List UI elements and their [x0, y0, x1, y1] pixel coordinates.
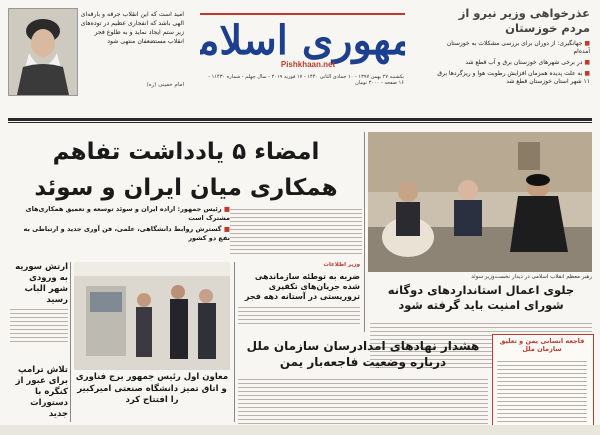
page-footer	[0, 425, 600, 435]
masthead-info: یکشنبه ۲۷ بهمن ۱۳۹۷ - ۱۰ جمادی الثانی ۱۴۴۰ - ۱۷ فوریه ۲۰۱۹ - سال چهلم - شماره ۱۱۴۳۰ - ۱۶ صفحه - ۳۰۰۰ تومان	[208, 74, 404, 86]
column-divider	[234, 262, 235, 422]
divider-rule	[8, 118, 592, 121]
list-item: ■ در برخی شهرهای خوزستان برق و آب قطع شد	[465, 59, 590, 66]
divider-rule	[8, 122, 592, 123]
top-right-headline: عذرخواهی وزیر نیرو از مردم خوزستان	[458, 6, 590, 35]
portrait-image	[8, 8, 78, 96]
ad-title: فاجعه انسانی یمن و تعلیق سازمان ملل	[499, 337, 585, 353]
side-kicker: وزیر اطلاعات	[323, 262, 360, 268]
story-body-lines	[10, 306, 68, 344]
story-body-lines	[238, 376, 488, 431]
small-story-headline: تلاش ترامپ برای عبور از کنگره با دستورات جدید	[15, 365, 68, 419]
story-body-lines	[238, 304, 360, 326]
column-divider	[70, 262, 71, 422]
main-headline: امضاء ۵ یادداشت تفاهم همکاری میان ایران و سوئد	[34, 139, 338, 201]
main-photo-caption: رهبر معظم انقلاب اسلامی در دیدار نخست‌وزیر سوئد	[471, 274, 592, 280]
small-story-headline: ارتش سوریه به ورودی شهر الباب رسید	[15, 262, 68, 305]
quote-signature: امام خمینی (ره)	[146, 82, 184, 88]
story-body-lines	[230, 206, 362, 254]
top-right-list	[430, 40, 590, 89]
list-item: ■ جهانگیری: از دوران برای بررسی مشکلات به خوزستان آمده‌ام	[446, 40, 590, 55]
side-column	[238, 262, 360, 326]
masthead-title: مهوری اسلام	[200, 17, 405, 64]
list-item: ■ به علت پدیده همزمان افزایش رطوبت هوا و ریزگردها برق ۱۱ شهر استان خوزستان قطع شد	[437, 70, 590, 85]
column-divider	[364, 132, 365, 332]
lab-photo	[74, 262, 230, 370]
quote-text: امید است که این انقلاب جرقه و بارقه‌ای الهی باشد که انفجاری عظیم در توده‌های زیر ستم ایجاد نماید و به طلوع فجر انقلاب مستضعفان منتهی شود	[80, 11, 184, 45]
left-column-list	[10, 205, 230, 245]
side-headline: ضربه به توطئه سازماندهی شده جریان‌های تکفیری تروریستی در آستانه دهه فجر	[244, 271, 360, 301]
list-item: ■ گسترش روابط دانشگاهی، علمی، فن آوری جدید و ارتباطی به نفع دو کشور	[23, 225, 230, 242]
photo-subheadline: جلوی اعمال استانداردهای دوگانه شورای امنیت باید گرفته شود	[387, 283, 575, 312]
main-photo	[368, 132, 592, 272]
list-item: ■ رئیس جمهور: اراده ایران و سوئد توسعه و تعمیق همکاری‌های مشترک است	[25, 205, 230, 222]
masthead-url[interactable]: Pishkhaan.net	[280, 60, 336, 69]
ad-body-lines	[497, 358, 587, 428]
lab-photo-caption: معاون اول رئیس جمهور برج فناوری و اتاق تمیز دانشگاه صنعتی امیرکبیر را افتتاح کرد	[75, 372, 229, 405]
bottom-headline: هشدار نهادهای امدادرسان سازمان ملل درباره وضعیت فاجعه‌بار یمن	[246, 339, 480, 369]
